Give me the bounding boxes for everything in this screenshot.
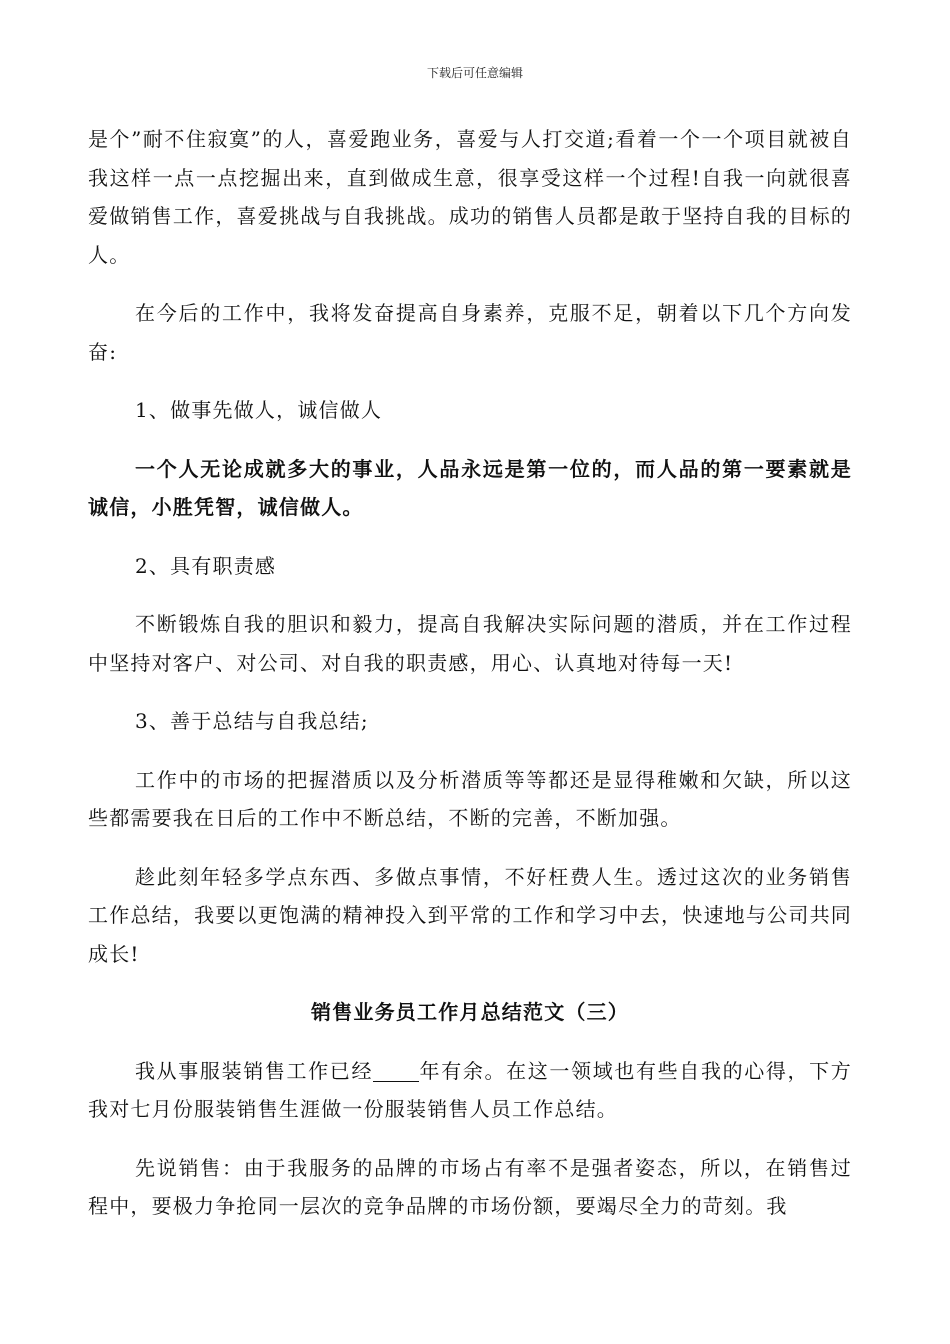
paragraph: 是个”耐不住寂寞”的人，喜爱跑业务，喜爱与人打交道;看着一个一个项目就被自我这样一点一点挖掘出来，直到做成生意，很享受这样一个过程!自我一向就很喜爱做销售工作，喜爱挑战与自我挑战。成功的销售人员都是敢于坚持自我的目标的人。 (88, 127, 852, 267)
fill-in-blank (373, 1061, 419, 1082)
page-header: 下载后可任意编辑 (426, 66, 523, 80)
document-body (88, 120, 852, 1226)
paragraph: 趁此刻年轻多学点东西、多做点事情，不好枉费人生。透过这次的业务销售工作总结，我要以更饱满的精神投入到平常的工作和学习中去，快速地与公司共同成长! (88, 864, 852, 966)
paragraph: 不断锻炼自我的胆识和毅力，提高自我解决实际问题的潜质，并在工作过程中坚持对客户、对公司、对自我的职责感，用心、认真地对待每一天! (88, 612, 852, 675)
paragraph: 工作中的市场的把握潜质以及分析潜质等等都还是显得稚嫩和欠缺，所以这些都需要我在日后的工作中不断总结，不断的完善，不断加强。 (88, 767, 852, 830)
list-heading-1: 1、做事先做人，诚信做人 (135, 398, 383, 422)
paragraph: 在今后的工作中，我将发奋提高自身素养，克服不足，朝着以下几个方向发奋: (88, 301, 852, 364)
paragraph-text: 我从事服装销售工作已经 (135, 1058, 374, 1083)
list-heading-2: 2、具有职责感 (135, 553, 277, 578)
list-heading-3: 3、善于总结与自我总结; (135, 709, 369, 733)
paragraph (88, 1052, 852, 1129)
paragraph: 先说销售：由于我服务的品牌的市场占有率不是强者姿态，所以，在销售过程中，要极力争抢同一层次的竞争品牌的市场份额，要竭尽全力的苛刻。我 (88, 1155, 852, 1218)
section-title: 销售业务员工作月总结范文（三） (311, 1000, 629, 1024)
bold-paragraph: 一个人无论成就多大的事业，人品永远是第一位的，而人品的第一要素就是诚信，小胜凭智，诚信做人。 (88, 456, 852, 519)
paragraph-text: 年有余。在这一领域也有些自我的心得，下方我对七月份服装销售生涯做一份服装销售人员工作总结。 (88, 1058, 853, 1121)
